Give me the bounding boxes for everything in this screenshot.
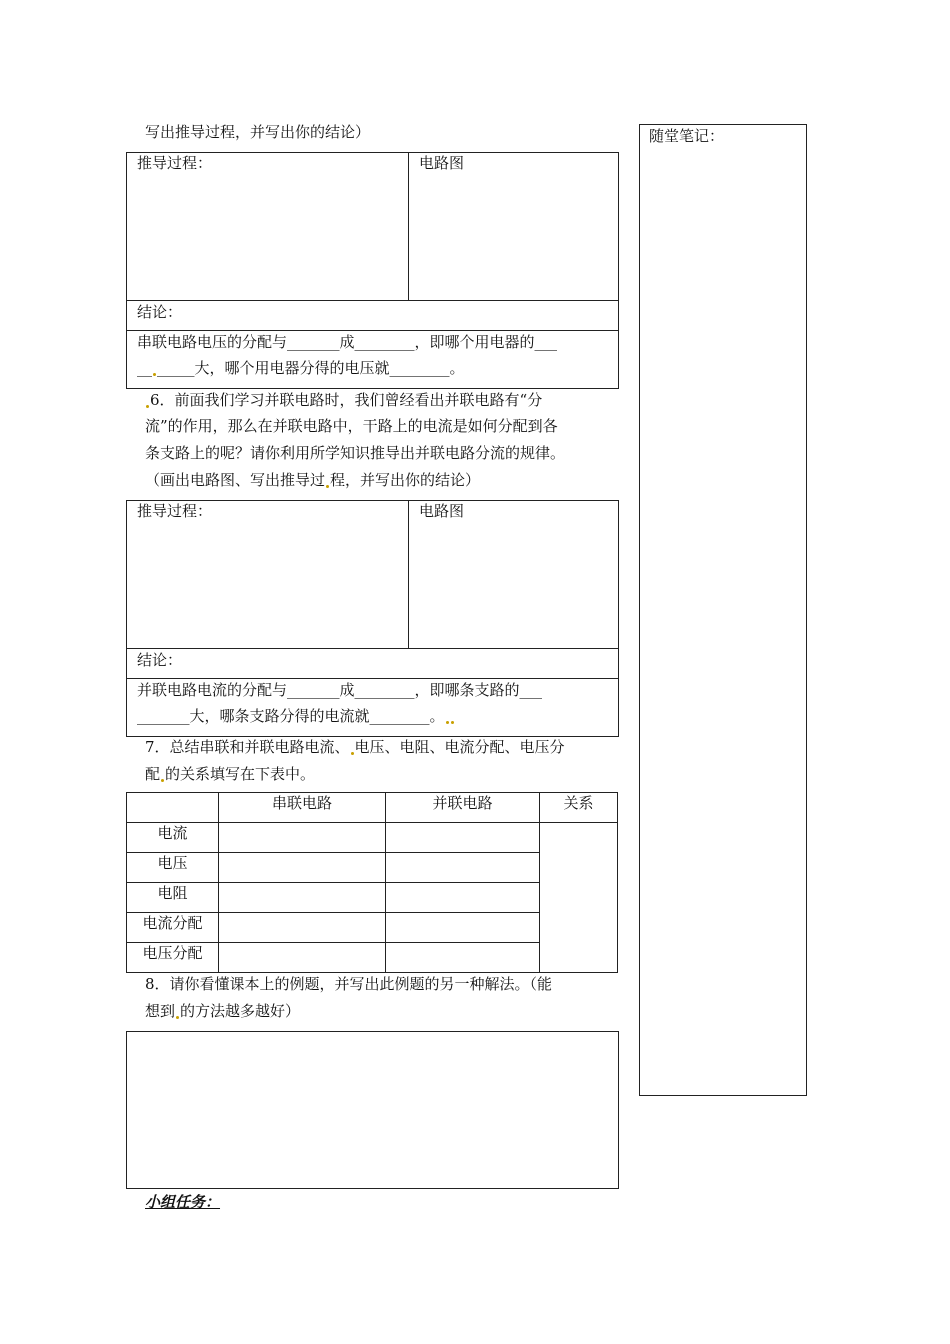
q8-line-2: 想到 的方法越多越好）	[145, 1002, 301, 1020]
circuit-label: 电路图	[419, 154, 465, 172]
relation-table	[126, 792, 618, 973]
intro-line: 写出推导过程，并写出你的结论）	[145, 123, 371, 141]
q6-line-1: 6．前面我们学习并联电路时，我们曾经看出并联电路有“分	[145, 390, 542, 410]
derivation-label: 推导过程：	[137, 154, 213, 172]
conclusion-label: 结论：	[137, 303, 183, 321]
conclusion-line-2: __ _____大，哪个用电器分得的电压就________。	[137, 359, 465, 377]
table-row	[127, 823, 618, 853]
parallel-cell[interactable]	[386, 883, 540, 913]
circuit-area[interactable]	[413, 175, 613, 297]
row-label-current-distribution: 电流分配	[127, 913, 219, 943]
conclusion-line-1: 串联电路电压的分配与_______成________，即哪个用电器的___	[137, 333, 558, 351]
parallel-cell[interactable]	[386, 823, 540, 853]
header-relation: 关系	[540, 793, 618, 823]
row-label-resistance: 电阻	[127, 883, 219, 913]
circuit-label: 电路图	[419, 502, 465, 520]
series-cell[interactable]	[219, 943, 386, 973]
derivation-area[interactable]	[131, 175, 405, 297]
q8-line-1: 8．请你看懂课本上的例题，并写出此例题的另一种解法。（能	[145, 975, 553, 993]
parallel-cell[interactable]	[386, 913, 540, 943]
q6-line-3: 条支路上的呢？请你利用所学知识推导出并联电路分流的规律。	[145, 444, 566, 462]
q7-line-1: 7．总结串联和并联电路电流、 电压、电阻、电流分配、电压分	[145, 738, 565, 756]
q6-line-4: （画出电路图、写出推导过 程，并写出你的结论）	[145, 471, 481, 489]
q7-line-2: 配 的关系填写在下表中。	[145, 765, 316, 783]
notes-panel[interactable]	[639, 124, 807, 1096]
conclusion-label: 结论：	[137, 651, 183, 669]
parallel-derivation-box	[126, 500, 619, 737]
conclusion-line-1: 并联电路电流的分配与_______成________，即哪条支路的___	[137, 681, 543, 699]
series-cell[interactable]	[219, 853, 386, 883]
row-label-current: 电流	[127, 823, 219, 853]
series-cell[interactable]	[219, 823, 386, 853]
header-blank	[127, 793, 219, 823]
series-derivation-box	[126, 152, 619, 389]
table-header-row	[127, 793, 618, 823]
row-label-voltage-distribution: 电压分配	[127, 943, 219, 973]
derivation-area[interactable]	[131, 523, 405, 645]
series-cell[interactable]	[219, 913, 386, 943]
header-parallel: 并联电路	[386, 793, 540, 823]
parallel-cell[interactable]	[386, 853, 540, 883]
answer-box[interactable]	[126, 1031, 619, 1189]
row-label-voltage: 电压	[127, 853, 219, 883]
circuit-area[interactable]	[413, 523, 613, 645]
header-series: 串联电路	[219, 793, 386, 823]
group-task-heading: 小组任务：	[145, 1193, 221, 1211]
conclusion-line-2: _______大，哪条支路分得的电流就________。	[137, 706, 455, 726]
derivation-label: 推导过程：	[137, 502, 213, 520]
notes-label: 随堂笔记：	[649, 127, 725, 145]
series-cell[interactable]	[219, 883, 386, 913]
relation-cell[interactable]	[540, 823, 618, 973]
q6-line-2: 流”的作用，那么在并联电路中，干路上的电流是如何分配到各	[145, 417, 558, 435]
parallel-cell[interactable]	[386, 943, 540, 973]
